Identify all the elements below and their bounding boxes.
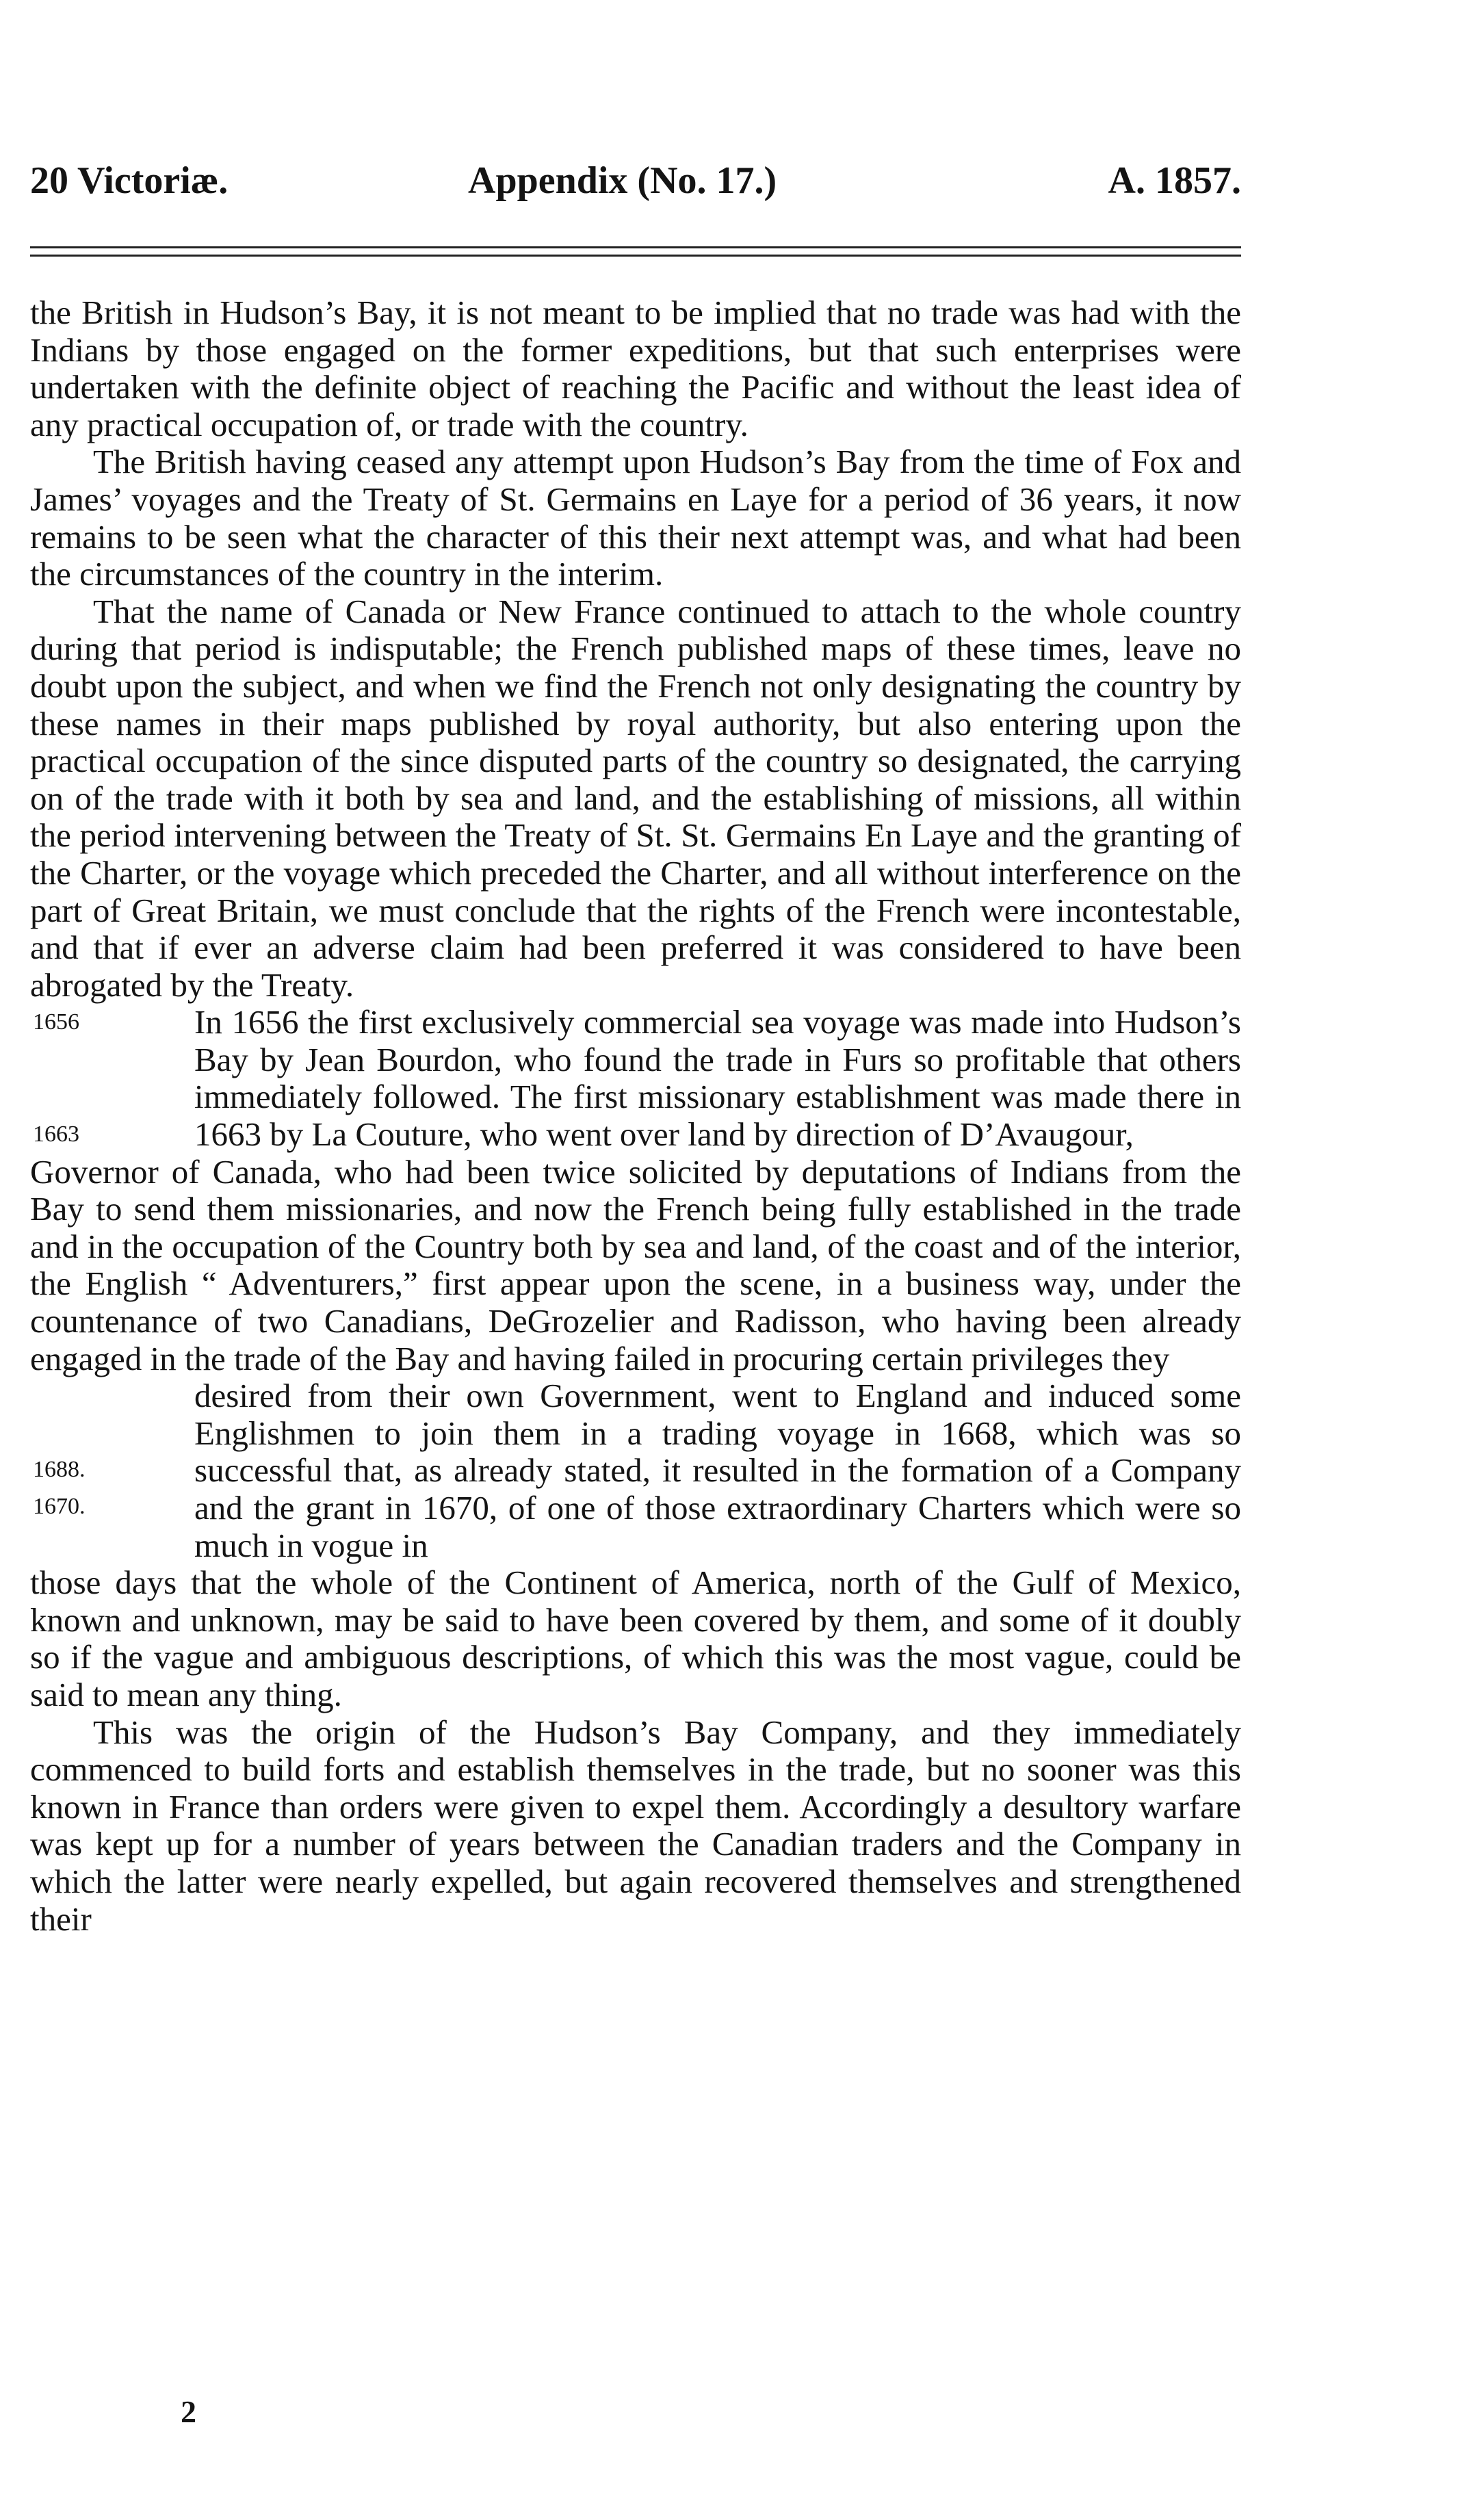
header-rule-bottom	[30, 255, 1241, 257]
running-header	[30, 159, 1241, 220]
paragraph-company-origin: This was the origin of the Hudson’s Bay Company, and they immediately commenced to build forts and establish themselves in the trade, but no sooner was this known in France than orders were given to expel them. Accordingly a desultory warfare was kept up for a number of years between the Canadian traders and the Company in which the latter were nearly expelled, but again recovered themselves and strengthened their	[30, 1713, 1241, 1938]
margin-note-1668: 1688.	[33, 1457, 86, 1483]
page-body	[30, 294, 1241, 1938]
paragraph-bourdon-voyage: In 1656 the first exclusively commercial sea voyage was made into Hudson’s Bay by Jean Bourdon, who found the trade in Furs so profitable that others immediately followed. The first missionary establishment was made there in 1663 by La Couture, who went over land by direction of D’Avaugour,	[194, 1003, 1241, 1154]
paragraph-british-attempt: The British having ceased any attempt upon Hudson’s Bay from the time of Fox and James’ voyages and the Treaty of St. Germains en Laye for a period of 36 years, it now remains to be seen what the character of this their next attempt was, and what had been the circumstances of the country in the interim.	[30, 443, 1241, 593]
paragraph-new-france: That the name of Canada or New France continued to attach to the whole country during that period is indisputable; the French published maps of these times, leave no doubt upon the subject, and when we find the French not only designating the country by these names in their maps published by royal authority, but also entering upon the practical occupation of the since disputed parts of the country so designated, the carrying on of the trade with it both by sea and land, and the establishing of missions, all within the period intervening between the Treaty of St. St. Germains En Laye and the granting of the Charter, or the voyage which preceded the Charter, and all without interference on the part of Great Britain, we must conclude that the rights of the French were incontestable, and that if ever an adverse claim had been preferred it was considered to have been abrogated by the Treaty.	[30, 592, 1241, 1004]
paragraph-continent: those days that the whole of the Continent of America, north of the Gulf of Mexico, known and unknown, may be said to have been covered by them, and some of it doubly so if the vague and ambiguous descriptions, of which this was the most vague, could be said to mean any thing.	[30, 1564, 1241, 1713]
header-year: A. 1857.	[1108, 159, 1241, 202]
paragraph-continuation: the British in Hudson’s Bay, it is not meant to be implied that no trade was had with the Indians by those engaged on the former expeditions, but that such enterprises were undertaken with the definite object of reaching the Pacific and without the least idea of any practical occupation of, or trade with the country.	[30, 294, 1241, 443]
page-number: 2	[181, 2394, 196, 2429]
margin-note-1663: 1663	[33, 1121, 79, 1147]
margin-note-1670: 1670.	[33, 1494, 86, 1520]
paragraph-adventurers: Governor of Canada, who had been twice solicited by deputations of Indians from the Bay to send them missionaries, and now the French being fully established in the trade and in the occupation of the Country both by sea and land, of the coast and of the interior, the English “ Adventurers,” first appear upon the scene, in a business way, under the countenance of two Canadians, DeGrozelier and Radisson, who having been already engaged in the trade of the Bay and having failed in procuring certain privileges they	[30, 1152, 1241, 1377]
margin-note-1656: 1656	[33, 1009, 79, 1035]
header-appendix: Appendix (No. 17.)	[468, 159, 777, 202]
paragraph-charter: desired from their own Government, went to England and induced some Englishmen to join them in a trading voyage in 1668, which was so successful that, as already stated, it resulted in the formation of a Company and the grant in 1670, of one of those extraordinary Charters which were so much in vogue in	[194, 1377, 1241, 1564]
header-session: 20 Victoriæ.	[30, 159, 229, 202]
margin-block-1668	[30, 1377, 1241, 1564]
header-rule-top	[30, 246, 1241, 248]
margin-block-1656	[30, 1004, 1241, 1153]
